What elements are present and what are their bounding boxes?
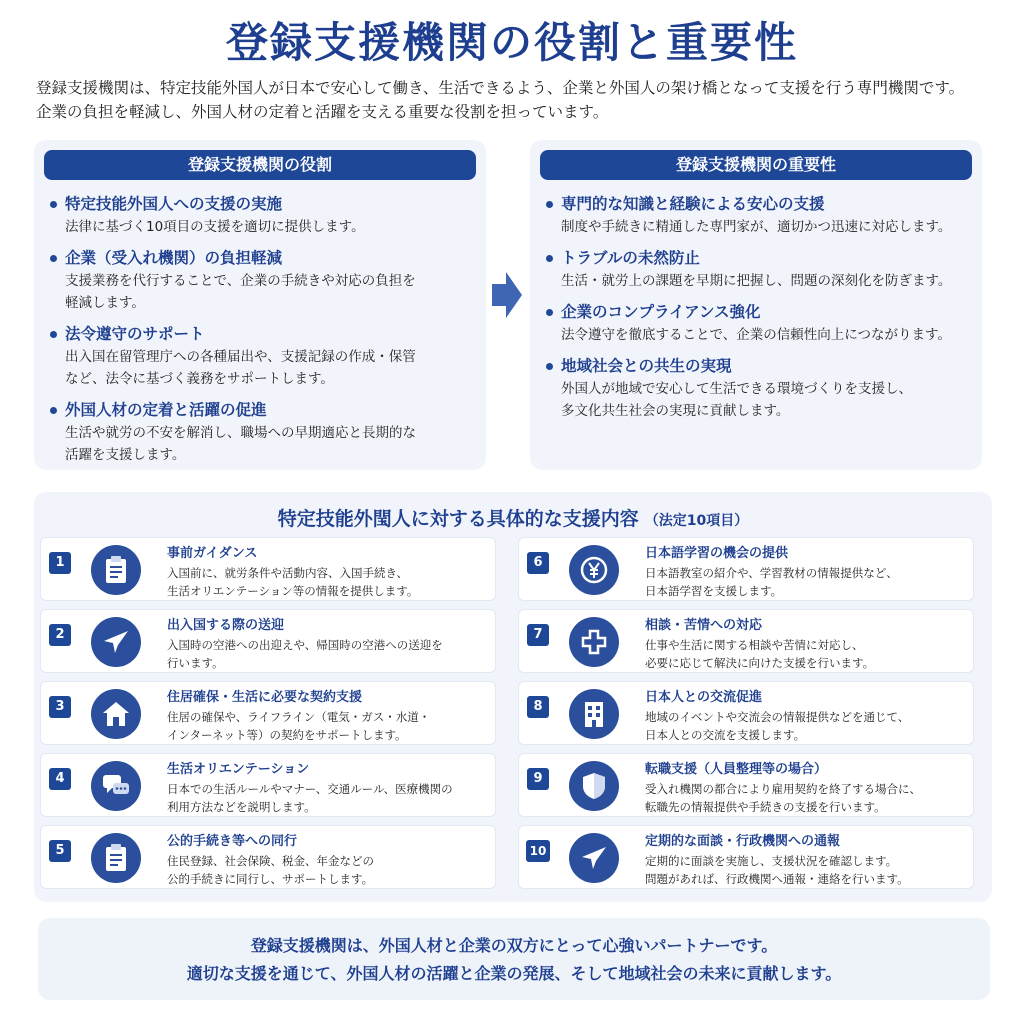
support-card: [40, 825, 496, 889]
card-title: 日本語学習の機会の提供: [645, 546, 789, 561]
card-title: 定期的な面談・行政機関への通報: [645, 834, 841, 849]
importance-item-title: 地域社会との共生の実現: [561, 357, 732, 375]
roles-header: 登録支援機関の役割: [44, 150, 476, 180]
role-item-title: 外国人材の定着と活躍の促進: [65, 401, 267, 419]
bullet-icon: [50, 255, 57, 262]
card-title: 出入国する際の送迎: [167, 618, 285, 633]
item-number: 4: [49, 768, 71, 790]
importance-panel: [530, 140, 982, 470]
card-title: 日本人との交流促進: [645, 690, 763, 705]
importance-item-title: トラブルの未然防止: [561, 249, 700, 267]
document-icon: [91, 833, 141, 883]
bullet-icon: [50, 201, 57, 208]
footer-message: [38, 918, 990, 1000]
bullet-icon: [546, 309, 553, 316]
support-card: [518, 681, 974, 745]
intro-line-2: 企業の負担を軽減し、外国人材の定着と活躍を支える重要な役割を担っています。: [36, 103, 609, 121]
card-title: 公的手続き等への同行: [167, 834, 298, 849]
card-title: 転職支援（人員整理等の場合）: [645, 762, 828, 777]
support-title-text: 特定技能外閠人に対する具体的な支援内容: [277, 508, 639, 530]
role-item-title: 特定技能外国人への支援の実施: [65, 195, 283, 213]
role-item-title: 企業（受入れ機関）の負担軽減: [65, 249, 283, 267]
importance-item-desc: 外国人が地域で安心して生活できる環境づくりを支援し、 多文化共生社会の実現に貢献します。: [561, 381, 912, 419]
support-card: [518, 609, 974, 673]
intro-text: [36, 76, 996, 124]
card-title: 住居確保・生活に必要な契約支援: [167, 690, 363, 705]
item-number: 1: [49, 552, 71, 574]
role-item: [50, 246, 470, 314]
importance-item: [546, 246, 966, 292]
bullet-icon: [50, 331, 57, 338]
support-card: [40, 537, 496, 601]
importance-item: [546, 300, 966, 346]
item-number: 9: [527, 768, 549, 790]
support-card: [40, 609, 496, 673]
role-item: [50, 192, 470, 238]
role-item-desc: 法律に基づく10項目の支援を適切に提供します。: [65, 219, 365, 235]
importance-item-desc: 生活・就労上の課題を早期に把握し、問題の深刻化を防ぎます。: [561, 273, 952, 289]
support-section: [34, 492, 992, 902]
bullet-icon: [546, 363, 553, 370]
page-title: 登録支援機関の役割と重要性: [225, 18, 798, 67]
roles-panel: [34, 140, 486, 470]
item-number: 2: [49, 624, 71, 646]
support-card: [40, 753, 496, 817]
importance-item-desc: 制度や手続きに精通した専門家が、適切かつ迅速に対応します。: [561, 219, 952, 235]
item-number: 3: [49, 696, 71, 718]
intro-line-1: 登録支援機関は、特定技能外国人が日本で安心して働き、生活できるよう、企業と外国人の架け橋となって支援を行う専門機関です。: [36, 79, 965, 97]
item-number: 10: [526, 840, 550, 862]
card-desc: 入国時の空港への出迎えや、帰国時の空港への送迎を 行います。: [167, 638, 443, 670]
support-card: [40, 681, 496, 745]
card-title: 事前ガイダンス: [167, 546, 258, 561]
bullet-icon: [546, 255, 553, 262]
item-number: 8: [527, 696, 549, 718]
shield-icon: [569, 761, 619, 811]
card-title: 相談・苦情への対応: [645, 618, 763, 633]
card-desc: 住民登録、社会保険、税金、年金などの 公的手続きに同行し、サポートします。: [167, 854, 374, 886]
card-desc: 住居の確保や、ライフライン（電気・ガス・水道・ インターネット等）の契約をサポートします。: [167, 710, 431, 742]
arrow-right-icon: [492, 272, 522, 318]
importance-item-desc: 法令遵守を徹底することで、企業の信頼性向上につながります。: [561, 327, 951, 343]
importance-item: [546, 192, 966, 238]
support-card: [518, 825, 974, 889]
role-item-title: 法令遵守のサポート: [65, 325, 205, 343]
footer-line-2: 適切な支援を通じて、外国人材の活躍と企業の発展、そして地域社会の未来に貢献します。: [186, 964, 842, 983]
card-title: 生活オリエンテーション: [167, 762, 310, 777]
card-desc: 定期的に面談を実施し、支援状況を確認します。 問題があれば、行政機関へ通報・連絡を行います。: [645, 854, 909, 886]
role-item: [50, 322, 470, 390]
card-desc: 入国前に、就労条件や活動内容、入国手続き、 生活オリエンテーション等の情報を提供します。: [167, 566, 419, 598]
card-desc: 仕事や生活に関する相談や苦情に対応し、 必要に応じて解決に向けた支援を行います。: [645, 638, 875, 670]
support-card: [518, 753, 974, 817]
bullet-icon: [546, 201, 553, 208]
item-number: 5: [49, 840, 71, 862]
support-title: [34, 504, 992, 531]
card-desc: 日本での生活ルールやマナー、交通ルール、医療機関の 利用方法などを説明します。: [167, 782, 453, 814]
card-desc: 日本語教室の紹介や、学習教材の情報提供など、 日本語学習を支援します。: [645, 566, 898, 598]
role-item: [50, 398, 470, 466]
footer-line-1: 登録支援機関は、外国人材と企業の双方にとって心強いパートナーです。: [250, 936, 778, 955]
item-number: 7: [527, 624, 549, 646]
importance-item-title: 専門的な知識と経験による安心の支援: [561, 195, 825, 213]
support-subtitle: （法定10項目）: [644, 513, 749, 529]
clipboard-icon: [91, 545, 141, 595]
bullet-icon: [50, 407, 57, 414]
airplane-icon: [569, 833, 619, 883]
house-icon: [91, 689, 141, 739]
card-desc: 受入れ機関の都合により雇用契約を終了する場合に、 転職先の情報提供や手続きの支援を行います。: [645, 782, 921, 814]
airplane-icon: [91, 617, 141, 667]
importance-item: [546, 354, 966, 422]
yen-icon: [569, 545, 619, 595]
importance-item-title: 企業のコンプライアンス強化: [561, 303, 761, 321]
role-item-desc: 生活や就労の不安を解消し、職場への早期適応と長期的な 活躍を支援します。: [65, 425, 416, 463]
role-item-desc: 支援業務を代行することで、企業の手続きや対応の負担を 軽減します。: [65, 273, 416, 311]
building-icon: [569, 689, 619, 739]
item-number: 6: [527, 552, 549, 574]
support-card: [518, 537, 974, 601]
role-item-desc: 出入国在留管理庁への各種届出や、支援記録の作成・保管 など、法令に基づく義務をサポートします。: [65, 349, 416, 387]
cross-icon: [569, 617, 619, 667]
chat-icon: [91, 761, 141, 811]
importance-header: 登録支援機関の重要性: [540, 150, 972, 180]
card-desc: 地域のイベントや交流会の情報提供などを通じて、 日本人との交流を支援します。: [645, 710, 910, 742]
